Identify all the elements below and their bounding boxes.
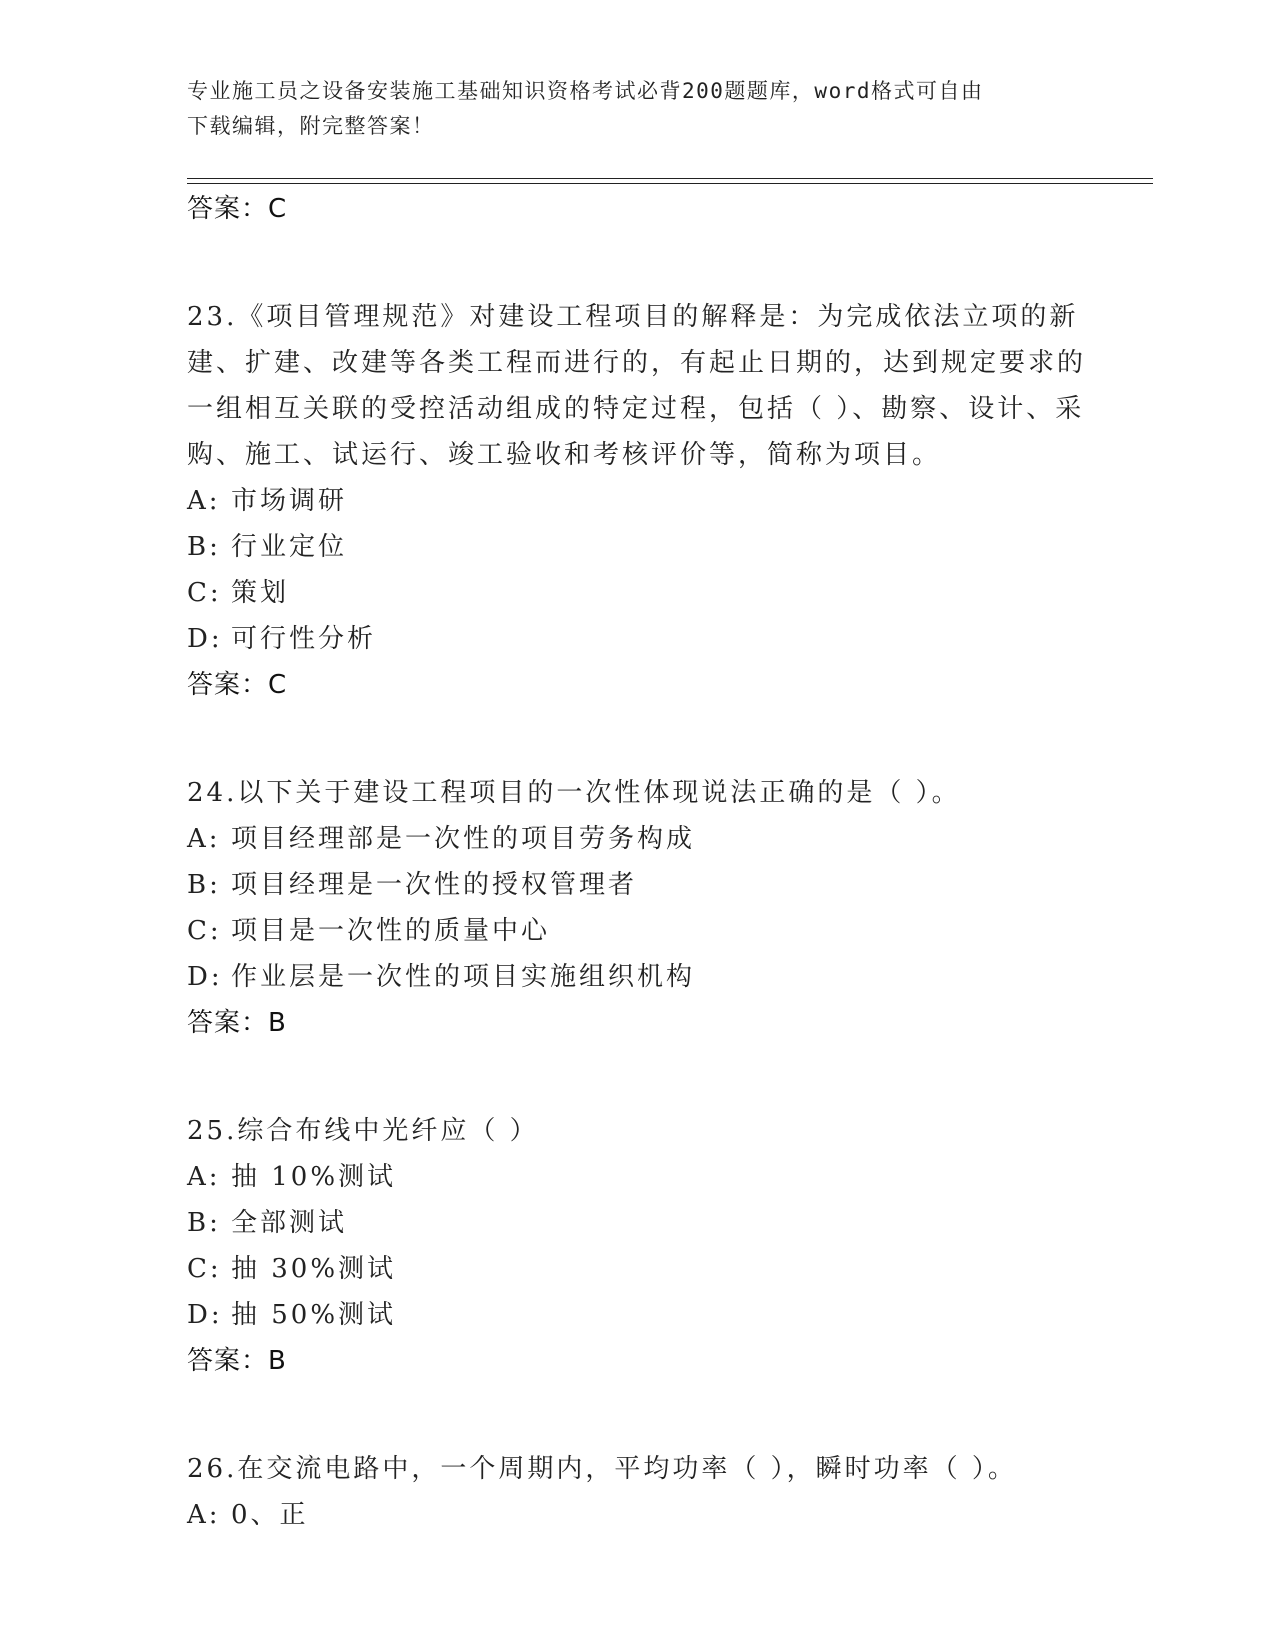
option-c	[187, 1246, 1087, 1292]
header-line-2: 下载编辑，附完整答案！	[187, 114, 435, 138]
question-block	[187, 1446, 1087, 1538]
option-letter: B:	[187, 532, 221, 562]
option-text: 项目经理部是一次性的项目劳务构成	[231, 824, 696, 854]
option-letter: D:	[187, 962, 223, 992]
header-line-1: 专业施工员之设备安装施工基础知识资格考试必背200题题库，word格式可自由	[187, 79, 984, 103]
option-letter: A:	[187, 486, 221, 516]
option-a	[187, 1154, 1087, 1200]
option-letter: A:	[187, 1162, 221, 1192]
option-text: 行业定位	[231, 532, 348, 562]
option-b	[187, 524, 1087, 570]
option-c	[187, 908, 1087, 954]
question-text: 23.《项目管理规范》对建设工程项目的解释是：为完成依法立项的新建、扩建、改建等各类工程而进行的，有起止日期的，达到规定要求的一组相互关联的受控活动组成的特定过程，包括（ ）、勘察、设计、采购、施工、试运行、竣工验收和考核评价等，简称为项目。	[187, 302, 1087, 470]
option-a	[187, 1492, 1087, 1538]
option-text: 抽 30%测试	[231, 1254, 397, 1284]
option-letter: B:	[187, 1208, 221, 1238]
option-letter: B:	[187, 870, 221, 900]
option-a	[187, 478, 1087, 524]
option-letter: A:	[187, 1500, 221, 1530]
option-text: 抽 50%测试	[231, 1300, 397, 1330]
option-d	[187, 1292, 1087, 1338]
answer-line: 答案：B	[187, 1346, 287, 1376]
option-b	[187, 1200, 1087, 1246]
question-text: 26.在交流电路中，一个周期内，平均功率（ ），瞬时功率（ ）。	[187, 1454, 1017, 1484]
option-letter: C:	[187, 916, 222, 946]
option-text: 策划	[231, 578, 290, 608]
option-b	[187, 862, 1087, 908]
question-block	[187, 770, 1087, 1046]
option-d	[187, 616, 1087, 662]
option-text: 可行性分析	[231, 624, 377, 654]
header-divider-bottom	[187, 183, 1153, 184]
option-text: 全部测试	[231, 1208, 348, 1238]
header-divider-top	[187, 178, 1153, 179]
document-body	[187, 186, 1087, 1538]
question-block	[187, 1108, 1087, 1384]
option-letter: A:	[187, 824, 221, 854]
option-text: 项目是一次性的质量中心	[231, 916, 551, 946]
option-text: 0、正	[231, 1500, 309, 1530]
option-text: 抽 10%测试	[231, 1162, 397, 1192]
answer-line: 答案：C	[187, 194, 288, 224]
page-header	[187, 74, 1067, 144]
question-text: 24.以下关于建设工程项目的一次性体现说法正确的是（ ）。	[187, 778, 961, 808]
option-letter: D:	[187, 1300, 223, 1330]
option-letter: C:	[187, 1254, 222, 1284]
answer-line: 答案：B	[187, 1008, 287, 1038]
option-text: 作业层是一次性的项目实施组织机构	[231, 962, 696, 992]
question-block	[187, 294, 1087, 708]
option-text: 市场调研	[231, 486, 348, 516]
answer-line: 答案：C	[187, 670, 288, 700]
option-d	[187, 954, 1087, 1000]
option-text: 项目经理是一次性的授权管理者	[231, 870, 638, 900]
option-c	[187, 570, 1087, 616]
option-a	[187, 816, 1087, 862]
option-letter: D:	[187, 624, 223, 654]
option-letter: C:	[187, 578, 222, 608]
question-text: 25.综合布线中光纤应（ ）	[187, 1116, 539, 1146]
